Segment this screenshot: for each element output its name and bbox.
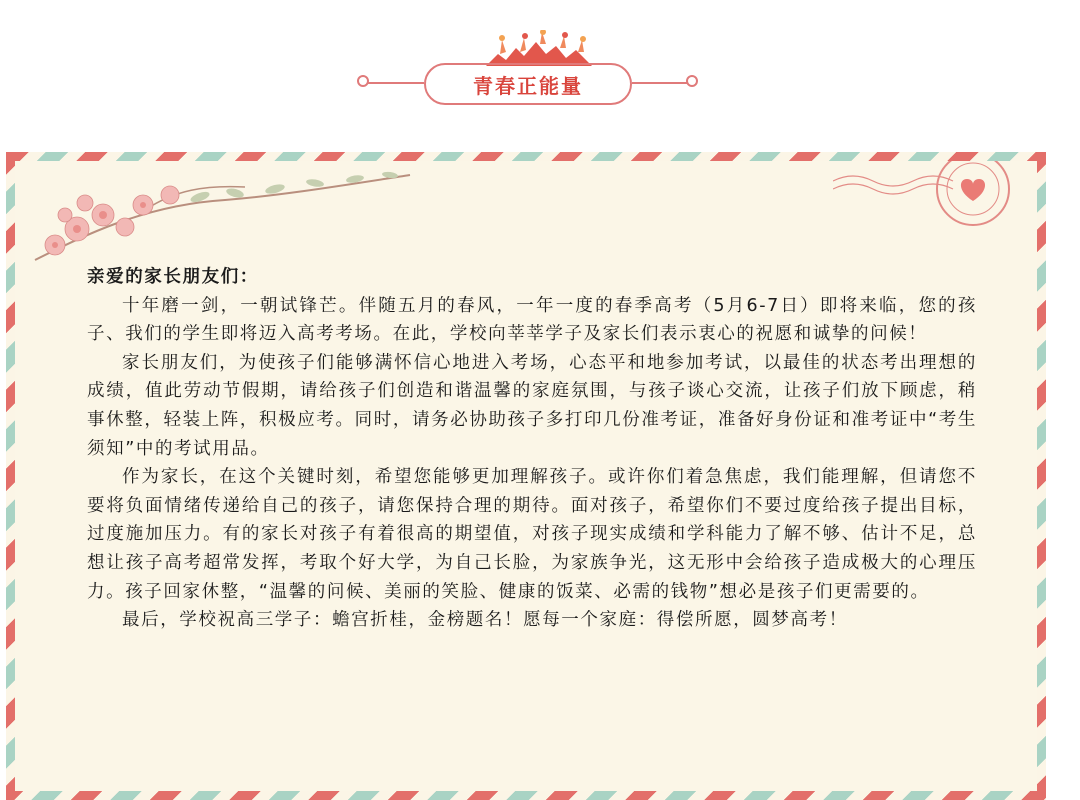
- banner-line-left: [368, 82, 424, 84]
- banner-dot-left: [357, 75, 369, 87]
- banner-dot-right: [686, 75, 698, 87]
- letter-body: [87, 263, 977, 635]
- banner-line-right: [632, 82, 688, 84]
- letter-paper: [15, 161, 1037, 791]
- letter-paragraph-4: 最后，学校祝高三学子：蟾宫折桂，金榜题名！愿每一个家庭：得偿所愿，圆梦高考！: [122, 610, 848, 631]
- letter-paragraph-2: 家长朋友们，为使孩子们能够满怀信心地进入考场，心态平和地参加考试，以最佳的状态考出理想的成绩，值此劳动节假期，请给孩子们创造和谐温馨的家庭氛围，与孩子谈心交流，让孩子们放下顾虑，稍事休整，轻装上阵，积极应考。同时，请务必协助孩子多打印几份准考证，准备好身份证和准考证中“考生须知”中的考试用品。: [87, 352, 977, 459]
- airmail-envelope-border: [6, 152, 1046, 800]
- letter-paragraph-3: 作为家长，在这个关键时刻，希望您能够更加理解孩子。或许你们着急焦虑，我们能理解，但请您不要将负面情绪传递给自己的孩子，请您保持合理的期待。面对孩子，希望你们不要过度给孩子提出目标，过度施加压力。有的家长对孩子有着很高的期望值，对孩子现实成绩和学科能力了解不够、估计不足，总想让孩子高考超常发挥，考取个好大学，为自己长脸，为家族争光，这无形中会给孩子造成极大的心理压力。孩子回家休整，“温馨的问候、美丽的笑脸、健康的饭菜、必需的钱物”想必是孩子们更需要的。: [87, 467, 977, 602]
- flower-branch-decoration: [25, 165, 415, 265]
- letter-paragraph-1: 十年磨一剑，一朝试锋芒。伴随五月的春风，一年一度的春季高考（5月6-7日）即将来临，您的孩子、我们的学生即将迈入高考考场。在此，学校向莘莘学子及家长们表示衷心的祝愿和诚挚的问候！: [87, 295, 977, 345]
- banner-title: 青春正能量: [424, 63, 632, 105]
- header-banner: [0, 30, 1080, 120]
- heart-postmark-stamp: [833, 161, 1023, 231]
- letter-salutation: 亲爱的家长朋友们：: [87, 267, 259, 287]
